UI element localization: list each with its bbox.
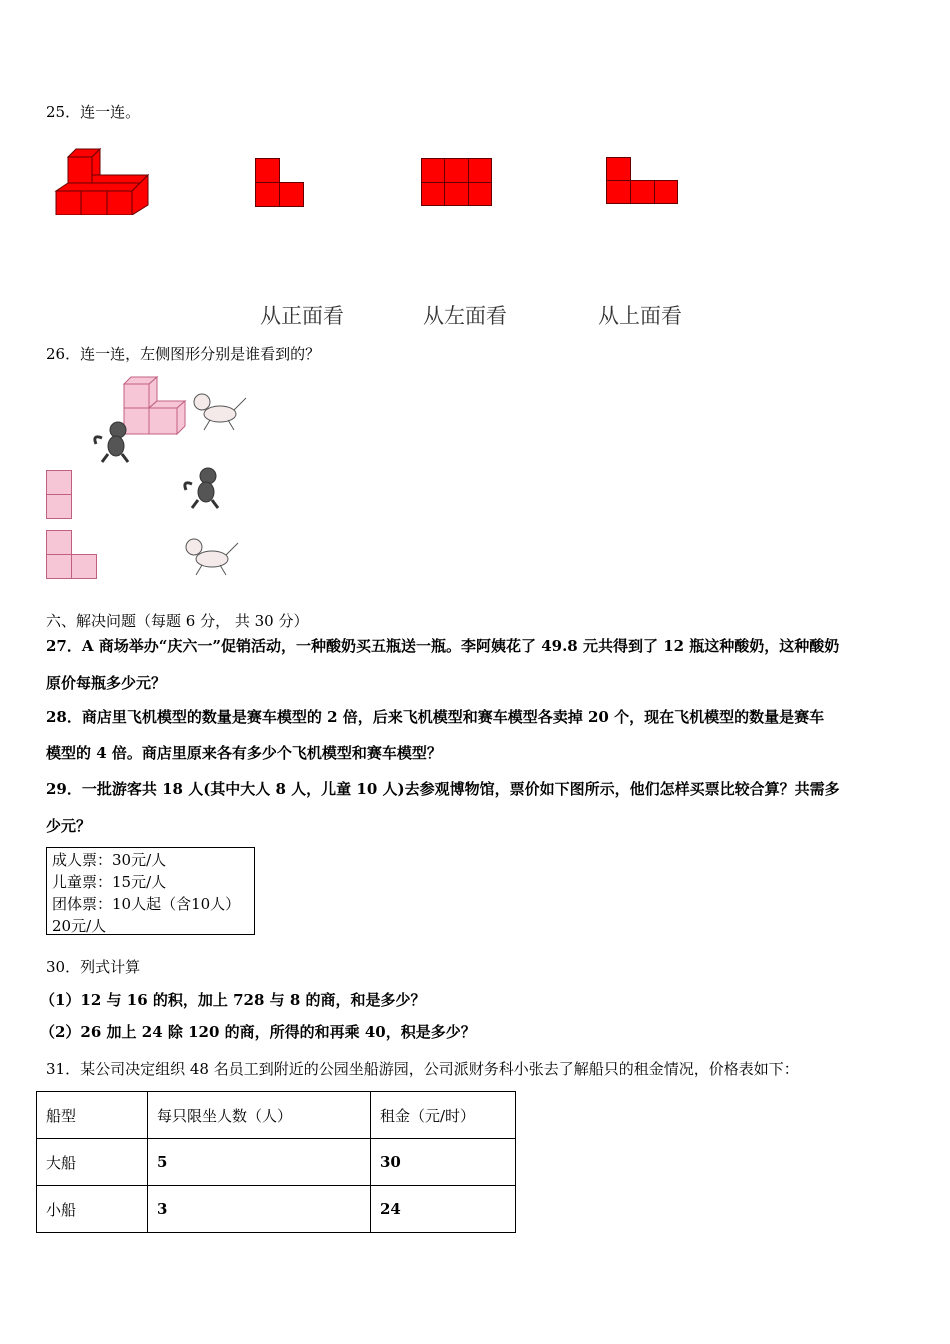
q28-line2: 模型的 4 倍。商店里原来各有多少个飞机模型和赛车模型？	[46, 744, 442, 762]
label-top-view: 从上面看	[598, 304, 682, 328]
table-cell: 大船	[37, 1139, 148, 1186]
q25-title: 25．连一连。	[46, 103, 141, 121]
table-row	[37, 1139, 516, 1186]
table-cell: 小船	[37, 1186, 148, 1233]
q30-title: 30．列式计算	[46, 958, 141, 976]
q27-line1: 27．A 商场举办“庆六一”促销活动，一种酸奶买五瓶送一瓶。李阿姨花了 49.8 元共得到了 12 瓶这种酸奶，这种酸奶	[46, 637, 840, 655]
q26-title: 26．连一连，左侧图形分别是谁看到的？	[46, 345, 321, 363]
ticket-price-box	[46, 847, 255, 935]
section-6-title: 六、解决问题（每题 6 分， 共 30 分）	[46, 612, 309, 630]
q30-part1: （1）12 与 16 的积，加上 728 与 8 的商，和是多少？	[40, 991, 426, 1009]
table-row	[37, 1186, 516, 1233]
label-front-view: 从正面看	[260, 304, 344, 328]
q29-line2: 少元？	[46, 817, 92, 835]
cube-solid-image	[54, 145, 149, 215]
header-cell: 船型	[37, 1092, 148, 1139]
monkey-icon	[92, 420, 138, 468]
table-cell: 5	[148, 1139, 371, 1186]
dog-icon	[190, 390, 248, 436]
table-header-row	[37, 1092, 516, 1139]
header-cell: 每只限坐人数（人）	[148, 1092, 371, 1139]
price-adult: 成人票：30元/人	[52, 851, 167, 869]
boat-price-table	[36, 1091, 516, 1233]
table-cell: 3	[148, 1186, 371, 1233]
q30-part2: （2）26 加上 24 除 120 的商，所得的和再乘 40，积是多少？	[40, 1023, 476, 1041]
q31-title: 31．某公司决定组织 48 名员工到附近的公园坐船游园，公司派财务科小张去了解船只的租金情况，价格表如下：	[46, 1060, 799, 1078]
price-group-rate: 20元/人	[52, 917, 107, 935]
table-cell: 24	[371, 1186, 516, 1233]
q27-line2: 原价每瓶多少元？	[46, 674, 167, 692]
price-group: 团体票：10人起（含10人）	[52, 895, 241, 913]
header-cell: 租金（元/时）	[371, 1092, 516, 1139]
q28-line1: 28．商店里飞机模型的数量是赛车模型的 2 倍，后来飞机模型和赛车模型各卖掉 20 个，现在飞机模型的数量是赛车	[46, 708, 825, 726]
red-cube-solid	[54, 145, 149, 215]
price-child: 儿童票：15元/人	[52, 873, 167, 891]
table-cell: 30	[371, 1139, 516, 1186]
monkey-icon	[182, 466, 228, 514]
label-left-view: 从左面看	[423, 304, 507, 328]
dog-icon	[182, 535, 240, 581]
q29-line1: 29．一批游客共 18 人(其中大人 8 人，儿童 10 人)去参观博物馆，票价如下图所示，他们怎样买票比较合算？共需多	[46, 780, 840, 798]
